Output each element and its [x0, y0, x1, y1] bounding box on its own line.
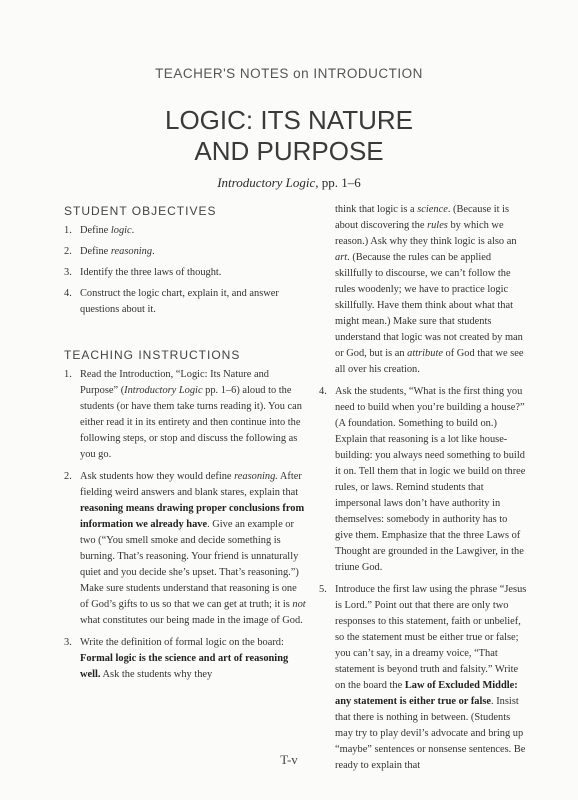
- objective-text-end: .: [152, 246, 155, 257]
- teaching-item-4: [319, 384, 527, 576]
- objective-text: Identify the three laws of thought.: [80, 267, 222, 278]
- page-number: T-v: [280, 752, 298, 767]
- item-emphasis: rules: [427, 220, 448, 231]
- teaching-item-2: [64, 469, 306, 629]
- item-text: Introduce the first law using the phrase “Jesus is Lord.” Point out that there are only two responses to this statement, faith or unbelief, so the statement must be either true or false; you can’t say, in a dreamy voice, “That statement is beyond truth and falsity.” Write on the board the: [335, 584, 527, 691]
- item-bold: Formal logic is the science and art of reasoning well.: [80, 653, 289, 680]
- item-number: 1.: [64, 225, 72, 236]
- item-emphasis: reasoning.: [234, 471, 278, 482]
- teaching-item-3-continued: [319, 202, 527, 378]
- left-column: [64, 204, 306, 689]
- item-text: . (Because it is about discovering the: [335, 204, 509, 231]
- objective-item: [64, 223, 306, 239]
- item-text: Ask the students, “What is the first thing you need to build when you’re building a house?” (A foundation. Something to build on.) Explain that reasoning is a lot like house-building: you always need something to build it on. Tell them that in logic we build on three rules, or laws. Remind students that impersonal laws don’t have authority in themselves: somebody in authority has to give them. Emphasize that the three Laws of Thought are grounded in the Lawgiver, in the triune God.: [335, 386, 526, 573]
- title-line-1: LOGIC: ITS NATURE: [165, 105, 413, 135]
- item-text: Write the definition of formal logic on the board:: [80, 637, 284, 648]
- item-text: Read the Introduction, “Logic: Its Nature and Purpose” (: [80, 369, 269, 396]
- item-text: by which we reason.) Ask why they think logic is also an: [335, 220, 517, 247]
- item-number: 4.: [319, 386, 327, 397]
- subtitle: [0, 175, 578, 191]
- objective-emphasis: logic: [110, 225, 132, 236]
- objective-text: Construct the logic chart, explain it, and answer questions about it.: [80, 288, 279, 315]
- item-text: think that logic is a: [335, 204, 418, 215]
- running-head: TEACHER'S NOTES on INTRODUCTION: [155, 66, 423, 81]
- item-number: 4.: [64, 288, 72, 299]
- item-text: Ask the students why they: [100, 669, 213, 680]
- teaching-heading: TEACHING INSTRUCTIONS: [64, 348, 241, 362]
- item-text: pp. 1–6) aloud to the students (or have them take turns reading it). You can either read it in its entirety and then continue into the following steps, or stop and discuss the following as you go.: [80, 385, 302, 460]
- item-emphasis: not: [292, 599, 306, 610]
- page-title: [0, 105, 578, 167]
- item-text: . Give an example or two (“You smell smoke and decide something is burning. That’s reasoning. Your friend is unnaturally quiet and you decide she’s upset. That’s reasoning.”) Make sure students understand that reasoning is one of God’s gifts to us so that we can get at truth; it is: [80, 519, 299, 610]
- item-text: Ask students how they would define: [80, 471, 235, 482]
- item-text: After fielding weird answers and blank stares, explain that: [80, 471, 302, 498]
- objective-text: Define: [80, 246, 111, 257]
- teaching-item-5: [319, 582, 527, 774]
- subtitle-pages: pp. 1–6: [318, 175, 361, 190]
- item-number: 3.: [64, 637, 72, 648]
- teaching-item-1: [64, 367, 306, 463]
- item-bold: Law of Excluded Middle: any statement is either true or false: [335, 680, 518, 707]
- subtitle-book: Introductory Logic,: [217, 175, 319, 190]
- item-number: 1.: [64, 369, 72, 380]
- item-emphasis: science: [417, 204, 448, 215]
- item-text: of God that we see all over his creation.: [335, 348, 524, 375]
- title-line-2: AND PURPOSE: [194, 136, 384, 166]
- objectives-heading: STUDENT OBJECTIVES: [64, 204, 217, 218]
- item-emphasis: art: [335, 252, 348, 263]
- teaching-item-3: [64, 635, 306, 683]
- item-emphasis: attribute: [407, 348, 443, 359]
- teaching-list: [64, 367, 306, 683]
- item-bold: reasoning means drawing proper conclusions from information we already have: [80, 503, 305, 530]
- objective-text: Define: [80, 225, 111, 236]
- item-text: what constitutes our being made in the image of God.: [80, 615, 303, 626]
- item-emphasis: Introductory Logic: [124, 385, 203, 396]
- objective-text-end: .: [131, 225, 135, 236]
- objective-item: [64, 286, 306, 318]
- objective-item: [64, 244, 306, 260]
- objective-item: [64, 265, 306, 281]
- objectives-list: [64, 223, 306, 318]
- item-number: 5.: [319, 584, 327, 595]
- item-number: 3.: [64, 267, 72, 278]
- item-number: 2.: [64, 246, 72, 257]
- item-text: . Insist that there is nothing in between. (Students may try to play devil’s advocate and bring up “maybe” sentences or nonsense sentences. Be ready to explain that: [335, 696, 526, 771]
- item-number: 2.: [64, 471, 72, 482]
- right-column: [319, 202, 527, 780]
- teaching-list-continued: [319, 384, 527, 774]
- objective-emphasis: reasoning: [110, 246, 153, 257]
- item-text: . (Because the rules can be applied skillfully to discourse, we can’t follow the rules woodenly; we have to practice logic skillfully. Have them think about what that might mean.) Make sure that students understand that logic was not created by man or God, but is an: [335, 252, 523, 359]
